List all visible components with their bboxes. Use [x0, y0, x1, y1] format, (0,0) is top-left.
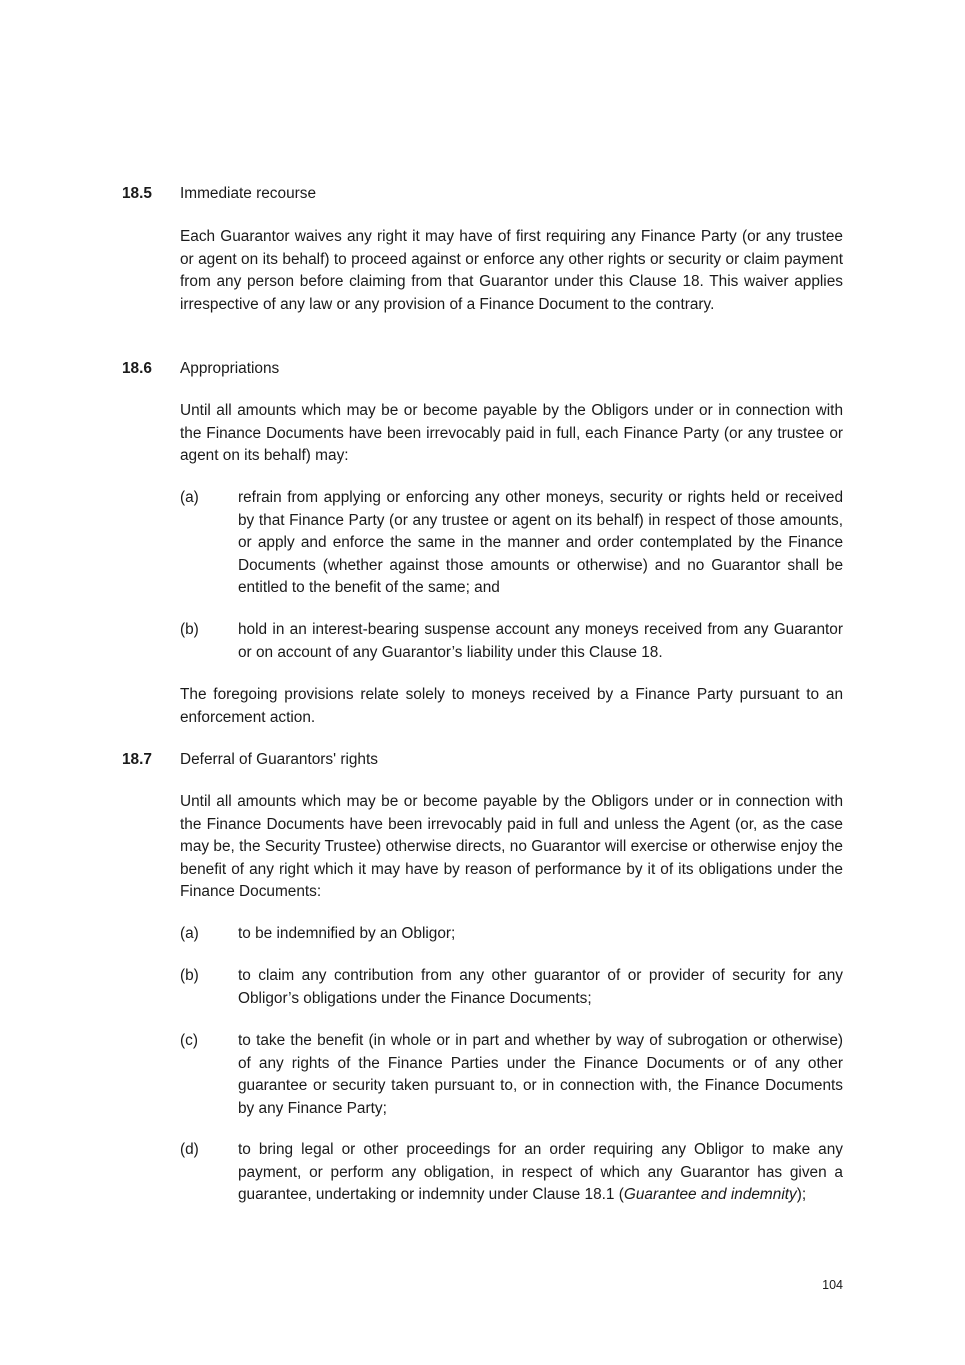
list-item-text: to be indemnified by an Obligor;: [238, 925, 456, 942]
section-intro-18-7: Until all amounts which may be or become payable by the Obligors under or in connection with the Finance Documents have been irrevocably paid in full and unless the Agent (or, as the case may be, the Security Trustee) otherwise directs, no Guarantor will exercise or otherwise enjoy the benefit of any right which it may have by reason of performance by it of its obligations under the Finance Documents:: [180, 793, 843, 900]
section-number: 18.5: [122, 185, 152, 202]
list-item-18-7-b: [180, 965, 843, 1010]
section-heading-18-7: [122, 749, 378, 771]
section-heading-18-6: [122, 358, 279, 380]
list-item-18-7-a: [180, 923, 843, 946]
clause-reference-italic: Guarantee and indemnity: [623, 1186, 797, 1203]
section-outro-18-6: The foregoing provisions relate solely to moneys received by a Finance Party pursuant to an enforcement action.: [180, 686, 843, 726]
list-item-label: (b): [180, 621, 199, 638]
list-item-label: (c): [180, 1032, 198, 1049]
page-number: 104: [822, 1278, 843, 1292]
list-item-text-end: );: [796, 1186, 807, 1203]
list-item-18-7-c: [180, 1030, 843, 1120]
list-item-18-6-b: [180, 619, 843, 664]
list-item-text: to take the benefit (in whole or in part and whether by way of subrogation or otherwise) of any rights of the Finance Parties under the Finance Documents or of any other guarantee or security taken pursuant to, or in connection with, the Finance Documents by any Finance Party;: [238, 1032, 843, 1117]
list-item-text: [238, 1139, 843, 1207]
list-item-text: refrain from applying or enforcing any other moneys, security or rights held or received by that Finance Party (or any trustee or agent on its behalf) in respect of those amounts, or apply and enforce the same in the manner and order contemplated by the Finance Documents (whether against those amounts or otherwise) and no Guarantor shall be entitled to the benefit of the same; and: [238, 489, 843, 596]
section-title: Immediate recourse: [180, 185, 317, 202]
list-item-18-6-a: [180, 487, 843, 600]
list-item-text-start: to bring legal or other proceedings for an order requiring any Obligor to make any payment, or perform any obligation, in respect of which any Guarantor has given a guarantee, undertaking or indemnity under Clause 18.1 (: [238, 1141, 843, 1203]
list-item-label: (b): [180, 967, 199, 984]
list-item-text: to claim any contribution from any other guarantor of or provider of security for any Obligor’s obligations under the Finance Documents;: [238, 967, 843, 1007]
list-item-label: (a): [180, 489, 199, 506]
section-body-18-5: Each Guarantor waives any right it may have of first requiring any Finance Party (or any trustee or agent on its behalf) to proceed against or enforce any other rights or security or claim payment from any person before claiming from that Guarantor under this Clause 18. This waiver applies irrespective of any law or any provision of a Finance Document to the contrary.: [180, 228, 843, 313]
section-title: Appropriations: [180, 360, 280, 377]
section-title: Deferral of Guarantors' rights: [180, 751, 378, 768]
section-number: 18.6: [122, 360, 152, 377]
section-heading-18-5: [122, 183, 316, 205]
section-number: 18.7: [122, 751, 152, 768]
section-intro-18-6: Until all amounts which may be or become payable by the Obligors under or in connection with the Finance Documents have been irrevocably paid in full, each Finance Party (or any trustee or agent on its behalf) may:: [180, 402, 843, 464]
list-item-label: (d): [180, 1141, 199, 1158]
list-item-label: (a): [180, 925, 199, 942]
list-item-text: hold in an interest-bearing suspense account any moneys received from any Guarantor or on account of any Guarantor’s liability under this Clause 18.: [238, 621, 843, 661]
list-item-18-7-d: [180, 1139, 843, 1207]
